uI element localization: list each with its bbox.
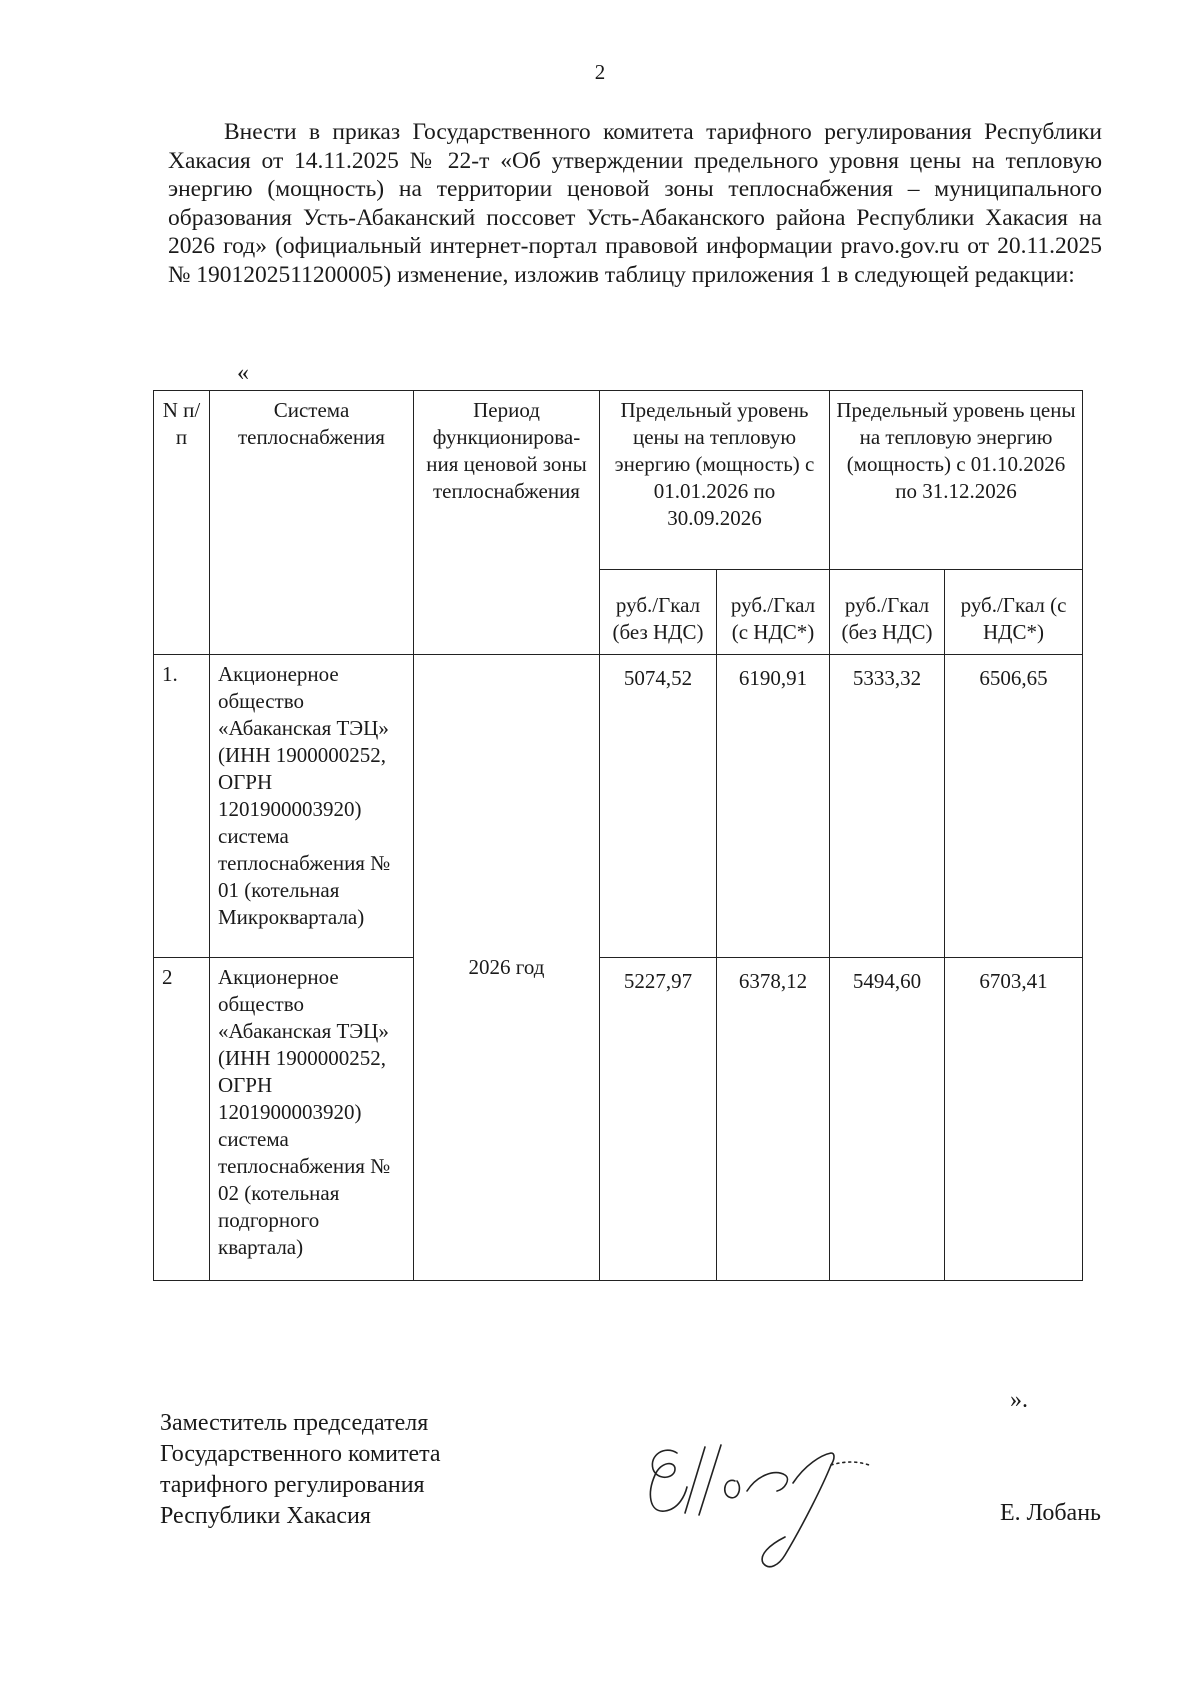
- header-price-h1: Предельный уровень цены на тепловую энергию (мощность) с 01.01.2026 по 30.09.2026: [600, 391, 830, 570]
- signer-position-line: Государственного комитета: [160, 1441, 441, 1467]
- row-h2-vat: 6703,41: [945, 958, 1083, 1281]
- row-num: 2: [154, 958, 210, 1281]
- row-h1-vat: 6378,12: [717, 958, 830, 1281]
- header-unit-h2-vat: руб./Гкал (с НДС*): [945, 570, 1083, 655]
- row-h1-vat: 6190,91: [717, 655, 830, 958]
- row-h1-no-vat: 5227,97: [600, 958, 717, 1281]
- open-quote: «: [237, 360, 249, 386]
- header-unit-h2-no-vat: руб./Гкал (без НДС): [830, 570, 945, 655]
- signer-position-line: тарифного регулирования: [160, 1472, 425, 1498]
- header-unit-h1-vat: руб./Гкал (с НДС*): [717, 570, 830, 655]
- intro-paragraph: Внести в приказ Государственного комитета тарифного регулирования Республики Хакасия от 14.11.2025 № 22-т «Об утверждении предельного уровня цены на тепловую энергию (мощность) на территории ценовой зоны теплоснабжения – муниципального образования Усть-Абаканский поссовет Усть-Абаканского района Республики Хакасия на 2026 год» (официальный интернет-портал правовой информации pravo.gov.ru от 20.11.2025 № 1901202511200005) изменение, изложив таблицу приложения 1 в следующей редакции:: [168, 119, 1102, 288]
- row-h2-no-vat: 5333,32: [830, 655, 945, 958]
- header-num: N п/п: [154, 391, 210, 655]
- row-h1-no-vat: 5074,52: [600, 655, 717, 958]
- signer-position-line: Заместитель председателя: [160, 1410, 429, 1436]
- row-h2-vat: 6506,65: [945, 655, 1083, 958]
- row-period: 2026 год: [414, 655, 600, 1281]
- header-unit-h1-no-vat: руб./Гкал (без НДС): [600, 570, 717, 655]
- tariff-table: [153, 390, 1083, 1281]
- handwritten-signature: [635, 1395, 885, 1575]
- table-row: [154, 655, 1083, 958]
- row-system: Акционерное общество «Абаканская ТЭЦ» (ИНН 1900000252, ОГРН 1201900003920) система теплоснабжения № 01 (котельная Микроквартала): [210, 655, 414, 958]
- signer-position: [160, 1408, 441, 1532]
- header-price-h2: Предельный уровень цены на тепловую энергию (мощность) с 01.10.2026 по 31.12.2026: [830, 391, 1083, 570]
- page-number: 2: [594, 60, 606, 84]
- header-period: Период функционирова-ния ценовой зоны теплоснабжения: [414, 391, 600, 655]
- close-quote: ».: [1010, 1387, 1028, 1413]
- row-h2-no-vat: 5494,60: [830, 958, 945, 1281]
- row-system: Акционерное общество «Абаканская ТЭЦ» (ИНН 1900000252, ОГРН 1201900003920) система теплоснабжения № 02 (котельная подгорного квартала): [210, 958, 414, 1281]
- table-row: [154, 958, 1083, 1281]
- header-system: Система теплоснабжения: [210, 391, 414, 655]
- row-num: 1.: [154, 655, 210, 958]
- signer-position-line: Республики Хакасия: [160, 1503, 371, 1529]
- signer-name: Е. Лобань: [1000, 1500, 1101, 1526]
